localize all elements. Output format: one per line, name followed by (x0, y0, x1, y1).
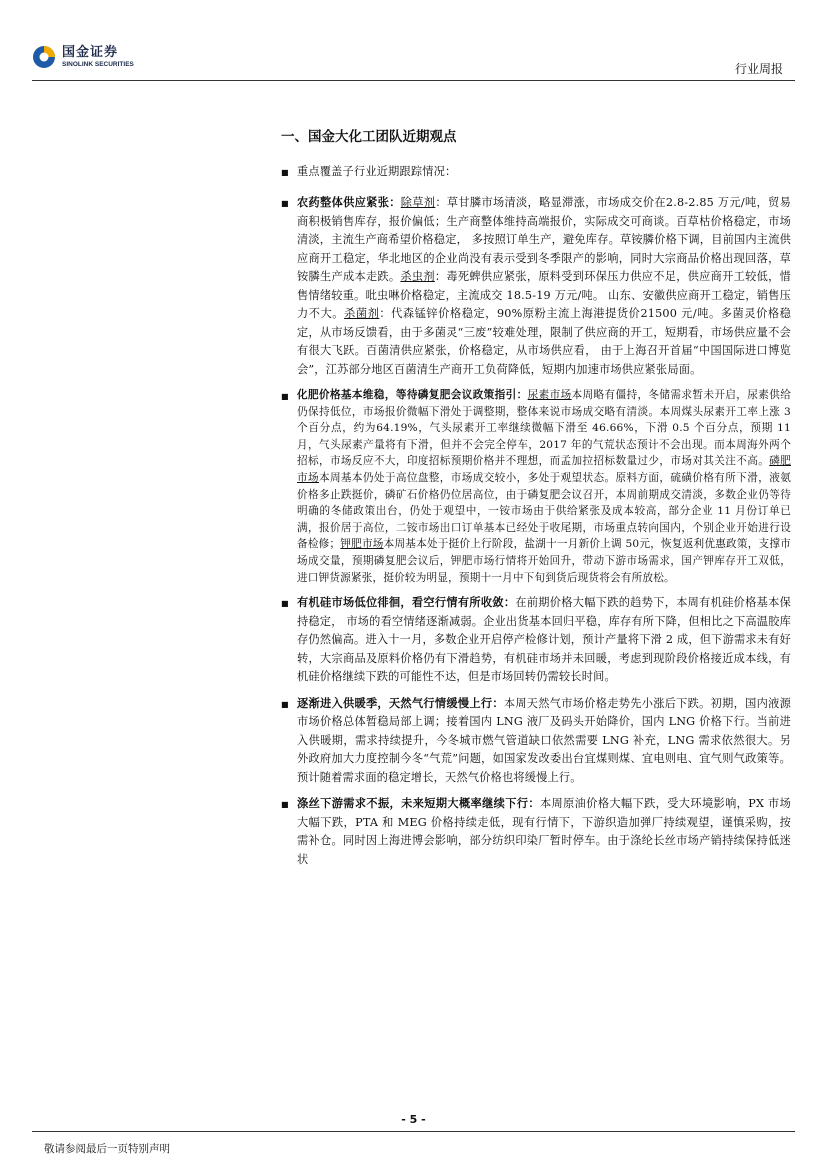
bullet-text (297, 163, 791, 182)
body-text: ：草甘膦市场清淡，略显滞涨，市场成交价在2.8-2.85 万元/吨，贸易商积极销售库存，报价偏低；生产商整体维持高端报价，实际成交可商谈。百草枯价格稳定，市场清淡，主流生产商希望价格稳定， 多按照订单生产，避免库存。草铵膦价格下调，目前国内主流供应商开工稳定，华北地区的企业尚没有表示受到冬季限产的影响，同时大宗商品价格出现回落，草铵膦生产成本走跌。 (297, 196, 791, 283)
bullet-item (281, 695, 791, 788)
bullet-square-icon: ■ (281, 699, 289, 709)
logo-chinese-name: 国金证券 (62, 44, 119, 60)
section-title: 一、国金大化工团队近期观点 (281, 129, 457, 145)
bullet-square-icon: ■ (281, 800, 289, 810)
bullet-item (281, 594, 791, 687)
subsection-keyword: 杀虫剂 (400, 270, 435, 283)
bullet-list (281, 155, 791, 869)
subsection-keyword: 钾肥市场 (340, 538, 384, 551)
subsection-keyword: 磷肥市场 (297, 455, 791, 484)
company-logo (32, 45, 134, 69)
body-text: ：代森锰锌价格稳定，90%原粉主流上海港提货价21500 元/吨。多菌灵价格稳定，从市场反馈看，由于多菌灵“三废”较难处理，限制了供应商的开工，短期看，市场供应量不会有很大飞跃。百菌清供应紧张，价格稳定，从市场供应看， 由于上海召开首届“中国国际进口博览会”，江苏部分地区百菌清生产商开工负荷降低，短期内加速市场供应紧张局面。 (297, 307, 791, 376)
subsection-keyword: 尿素市场 (527, 389, 572, 401)
body-text: 重点覆盖子行业近期跟踪情况： (297, 165, 457, 178)
body-text: 本周基本处于挺价上行阶段，盐湖十一月新价上调 50元，恢复返利优惠政策，支撑市场成交量，预期磷复肥会议后，钾肥市场行情将开始回升，带动下游市场需求，国产钾库存开工双低，进口钾货源紧张，挺价较为明显，预期十一月中下旬到货后现货将会有所放松。 (297, 538, 791, 584)
body-text: 本周原油价格大幅下跌，受大环境影响，PX 市场大幅下跌，PTA 和 MEG 价格持续走低，现有行情下，下游织造加弹厂持续观望，谨慎采购，按需补仓。同时因上海进博会影响，部分纺织印染厂暂时停车。由于涤纶长丝市场产销持续保持低迷状 (297, 797, 792, 866)
bullet-item (281, 163, 791, 182)
report-type-label: 行业周报 (734, 62, 783, 76)
bullet-lead-heading: 涤丝下游需求不振，未来短期大概率继续下行： (297, 797, 540, 811)
bullet-lead-heading: 逐渐进入供暖季，天然气行情缓慢上行： (297, 696, 504, 710)
body-text: 本周略有僵持，冬储需求暂未开启，尿素供给仍保持低位，市场报价微幅下滑处于调整期，整体来说市场成交略有清淡。本周煤头尿素开工率上涨 3 个百分点，约为64.19%，气头尿素开工率继续微幅下滑至 46.66%，下滑 0.5 个百分点，预期 11 月，气头尿素产量将有下滑，但并不会完全停车，2017 年的气荒状态预计不会出现。而本周海外两个招标，市场反应不大，印度招标预期价格并不理想，而孟加拉招标数量过少，市场对其关注不高。 (297, 389, 792, 468)
bullet-square-icon: ■ (281, 199, 289, 208)
bullet-text (297, 387, 791, 586)
body-text: ：毒死蜱供应紧张，原料受到环保压力供应不足，供应商开工较低，惜售情绪较重。吡虫啉价格稳定，主流成交 18.5-19 万元/吨。 山东、安徽供应商开工稳定，销售压力不大。 (297, 270, 792, 320)
bullet-lead-heading: 农药整体供应紧张： (297, 196, 401, 209)
logo-english-name: SINOLINK SECURITIES (62, 60, 134, 68)
bullet-square-icon: ■ (281, 599, 289, 609)
sinolink-logo-icon (32, 45, 56, 69)
bullet-square-icon: ■ (281, 392, 289, 401)
subsection-keyword: 杀菌剂 (344, 307, 380, 320)
bullet-item (281, 795, 791, 869)
footer-disclaimer: 敬请参阅最后一页特别声明 (44, 1143, 170, 1155)
page-number: - 5 - (401, 1113, 426, 1126)
body-text: 在前期价格大幅下跌的趋势下，本周有机硅价格基本保持稳定， 市场的看空情绪逐渐减弱。企业出货基本回归平稳，库存有所下降，但相比之下高温胶库存仍然偏高。进入十一月，多数企业开启停产检修计划，预计产量将下滑 2 成，但下游需求未有好转，大宗商品及原料价格仍有下滑趋势，有机硅市场并未回暖，考虑到现阶段价格接近成本线，有机硅价格继续下跌的可能性不达，但是市场回转仍需较长时间。 (297, 596, 791, 684)
subsection-keyword: 除草剂 (400, 196, 436, 209)
bullet-lead-heading: 化肥价格基本维稳，等待磷复肥会议政策指引： (297, 389, 528, 401)
bullet-item (281, 194, 791, 379)
bullet-lead-heading: 有机硅市场低位徘徊，看空行情有所收敛： (297, 596, 516, 610)
bullet-square-icon: ■ (281, 168, 289, 177)
bullet-text (297, 795, 791, 869)
bullet-text (297, 594, 791, 687)
bullet-text (297, 194, 791, 379)
header-divider (32, 80, 795, 81)
footer-divider (32, 1131, 795, 1132)
bullet-item (281, 387, 791, 586)
body-text: 本周基本仍处于高位盘整，市场成交较小，多处于观望状态。原料方面，硫磺价格有所下滑，液氨价格多止跌挺价，磷矿石价格仍位居高位，由于磷复肥会议召开，本周前期成交清淡，多数企业仍等待明确的冬储政策出台，仍处于观望中，一铵市场由于供给紧张及成本较高，部分企业 11 月份订单已满，报价居于高位，二铵市场出口订单基本已经处于收尾期，市场重点转向国内，个别企业开始进行设备检修； (297, 471, 791, 551)
body-text: 本周天然气市场价格走势先小涨后下跌。初期，国内液源市场价格总体暂稳局部上调；接着国内 LNG 液厂及码头开始降价，国内 LNG 价格下行。当前进入供暖期，需求持续提升，今冬城市燃气管道缺口依然需要 LNG 补充，LNG 需求依然很大。另外政府加大力度控制今冬“气荒”问题，如国家发改委出台宜煤则煤、宜电则电、宜气则气政策等。预计随着需求面的稳定增长，天然气价格也将缓慢上行。 (297, 696, 791, 784)
bullet-text (297, 695, 791, 788)
